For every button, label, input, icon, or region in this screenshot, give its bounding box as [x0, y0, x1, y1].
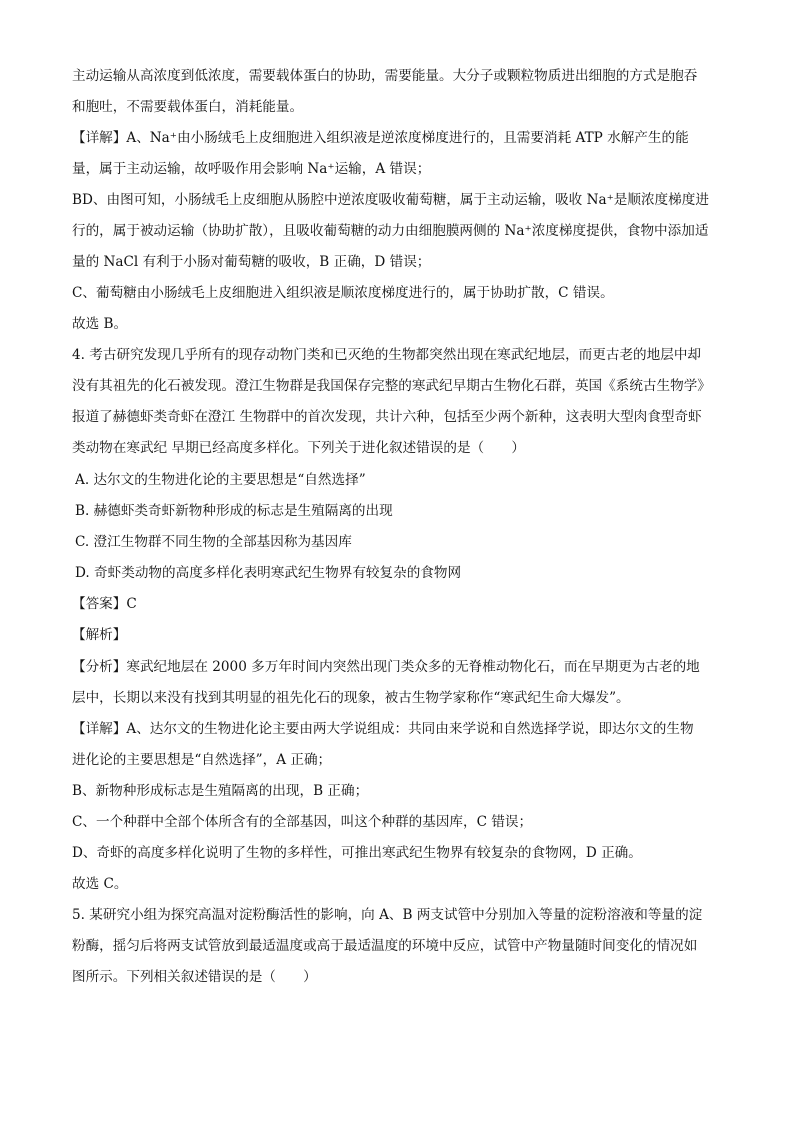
option-d: D. 奇虾类动物的高度多样化表明寒武纪生物界有较复杂的食物网: [75, 565, 462, 581]
question-5-stem: 5. 某研究小组为探究高温对淀粉酶活性的影响，向 A、B 两支试管中分别加入等量的淀粉溶液和等量的淀: [72, 907, 703, 923]
option-c: C. 澄江生物群不同生物的全部基因称为基因库: [75, 534, 352, 550]
question-5-stem: 粉酶，摇匀后将两支试管放到最适温度或高于最适温度的环境中反应，试管中产物量随时间变化的情况如: [72, 938, 698, 954]
text-line: 量，属于主动运输，故呼吸作用会影响 Na⁺运输，A 错误；: [72, 161, 431, 177]
text-line: C、一个种群中全部个体所含有的全部基因，叫这个种群的基因库，C 错误；: [72, 814, 533, 830]
question-4-stem: 类动物在寒武纪 早期已经高度多样化。下列关于进化叙述错误的是（ ）: [72, 440, 525, 456]
text-line: D、奇虾的高度多样化说明了生物的多样性，可推出寒武纪生物界有较复杂的食物网，D 正确。: [72, 845, 642, 861]
text-line: BD、由图可知，小肠绒毛上皮细胞从肠腔中逆浓度吸收葡萄糖，属于主动运输，吸收 Na⁺是顺浓度梯度进: [72, 192, 709, 208]
analysis-label: 【解析】: [72, 627, 127, 643]
text-line: 和胞吐，不需要载体蛋白，消耗能量。: [72, 99, 304, 115]
question-4-stem: 没有其祖先的化石被发现。澄江生物群是我国保存完整的寒武纪早期古生物化石群，英国《系统古生物学》: [72, 378, 711, 394]
text-line: 层中，长期以来没有找到其明显的祖先化石的现象，被古生物学家称作“寒武纪生命大爆发”。: [72, 690, 630, 706]
text-line: 【分析】寒武纪地层在 2000 多万年时间内突然出现门类众多的无脊椎动物化石，而在早期更为古老的地: [72, 659, 700, 675]
question-4-stem: 报道了赫德虾类奇虾在澄江 生物群中的首次发现，共计六种，包括至少两个新种，这表明大型肉食型奇虾: [72, 409, 702, 425]
answer-label: 【答案】C: [72, 596, 137, 612]
text-line: 故选 C。: [72, 876, 128, 892]
option-a: A. 达尔文的生物进化论的主要思想是“自然选择”: [75, 472, 366, 488]
text-line: 进化论的主要思想是“自然选择”，A 正确；: [72, 752, 332, 768]
text-line: 行的，属于被动运输（协助扩散），且吸收葡萄糖的动力由细胞膜两侧的 Na⁺浓度梯度提供，食物中添加适: [72, 223, 709, 239]
question-4-stem: 4. 考古研究发现几乎所有的现存动物门类和已灭绝的生物都突然出现在寒武纪地层，而更古老的地层中却: [72, 347, 702, 363]
option-b: B. 赫德虾类奇虾新物种形成的标志是生殖隔离的出现: [75, 503, 393, 519]
text-line: 量的 NaCl 有利于小肠对葡萄糖的吸收，B 正确，D 错误；: [72, 254, 431, 270]
text-line: 【详解】A、达尔文的生物进化论主要由两大学说组成：共同由来学说和自然选择学说，即达尔文的生物: [72, 721, 694, 737]
text-line: C、葡萄糖由小肠绒毛上皮细胞进入组织液是顺浓度梯度进行的，属于协助扩散，C 错误。: [72, 285, 614, 301]
question-5-stem: 图所示。下列相关叙述错误的是（ ）: [72, 969, 317, 985]
text-line: 【详解】A、Na⁺由小肠绒毛上皮细胞进入组织液是逆浓度梯度进行的，且需要消耗 ATP 水解产生的能: [72, 130, 689, 146]
text-line: 故选 B。: [72, 316, 128, 332]
text-line: B、新物种形成标志是生殖隔离的出现，B 正确；: [72, 783, 369, 799]
text-line: 主动运输从高浓度到低浓度，需要载体蛋白的协助，需要能量。大分子或颗粒物质进出细胞的方式是胞吞: [72, 68, 698, 84]
